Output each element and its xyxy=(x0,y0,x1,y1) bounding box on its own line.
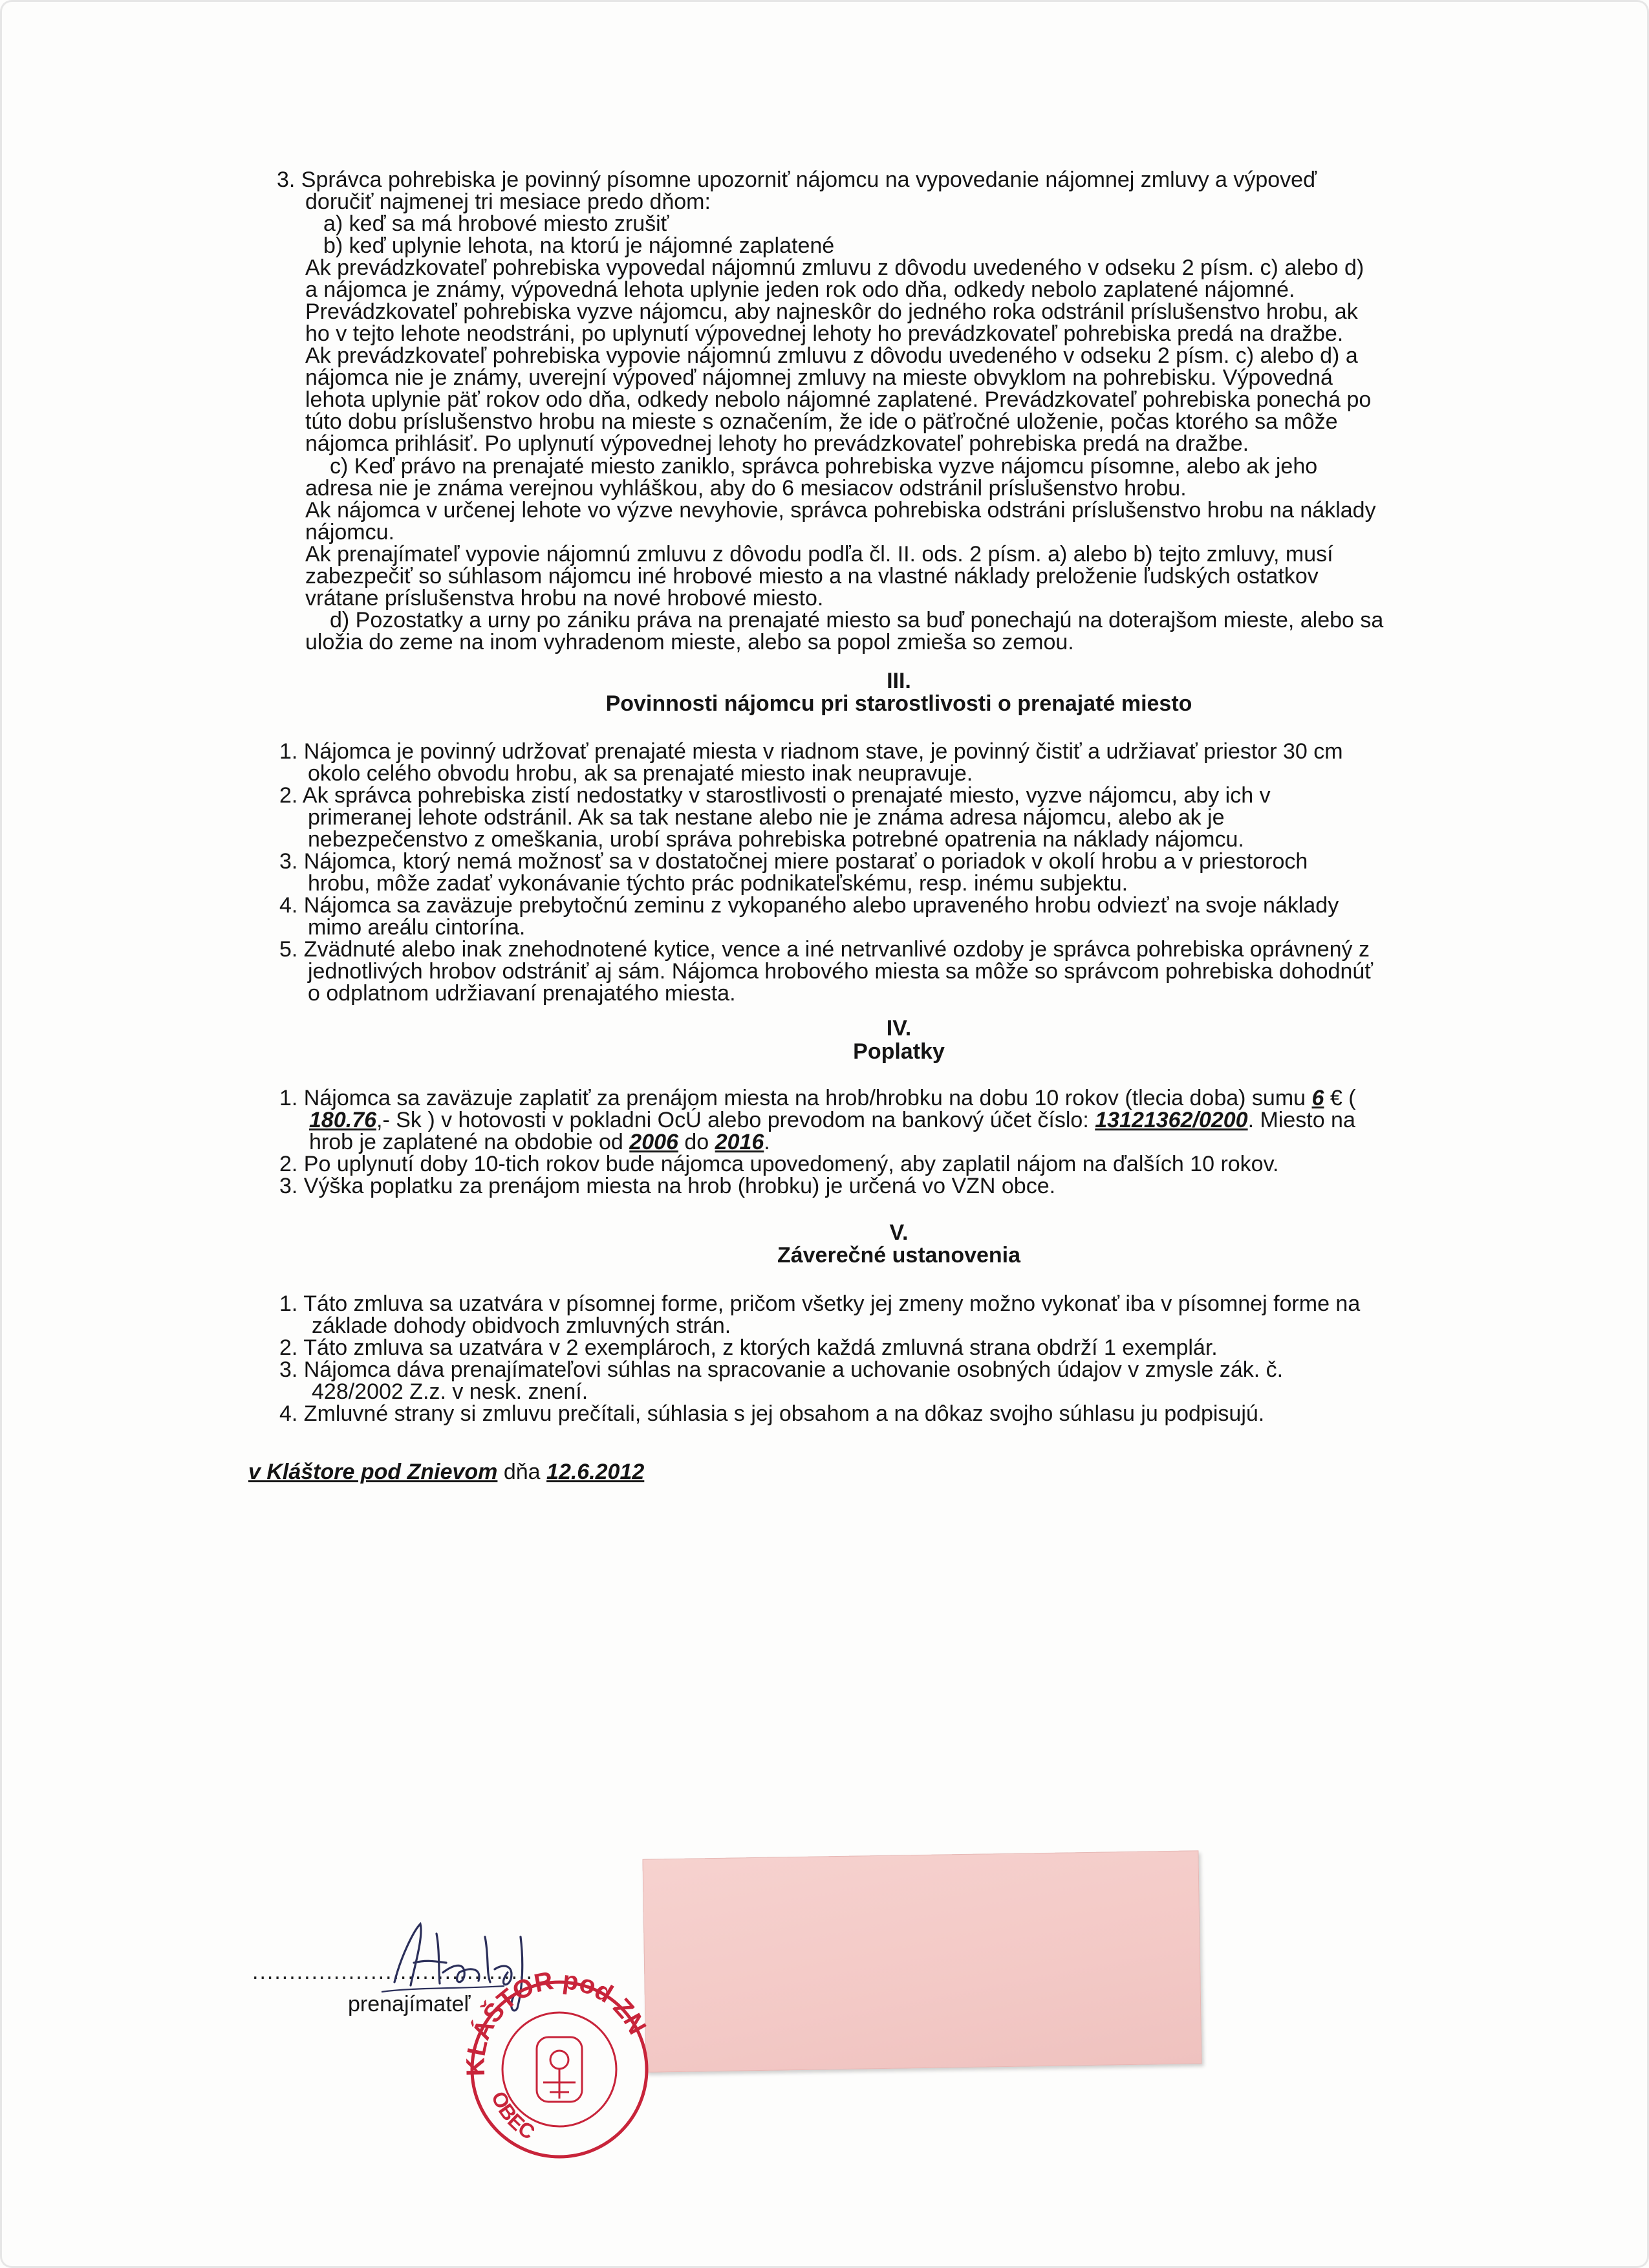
para-line: Ak prevádzkovateľ pohrebiska vypovedal nájomnú zmluvu z dôvodu uvedeného v odseku 2 písm. c) alebo d) xyxy=(305,255,1364,280)
signing-place: v Kláštore pod Znievom xyxy=(248,1460,498,1484)
section-5-title: Záverečné ustanovenia xyxy=(777,1243,1021,1268)
bank-account: 13121362/0200 xyxy=(1095,1108,1248,1132)
para-line: túto dobu príslušenstvo hrobu na mieste s označením, že ide o päťročné uloženie, počas ktorého sa môže xyxy=(305,409,1338,434)
para-line: b) keď uplynie lehota, na ktorú je nájomné zaplatené xyxy=(323,233,835,258)
list-item: 428/2002 Z.z. v nesk. znení. xyxy=(312,1379,588,1404)
fee-line-2 xyxy=(309,1110,1355,1132)
signing-date: 12.6.2012 xyxy=(546,1460,645,1484)
list-item: primeranej lehote odstránil. Ak sa tak nestane alebo nie je známa adresa nájomcu, alebo ak je xyxy=(308,805,1225,830)
section-4-number: IV. xyxy=(886,1016,912,1041)
redaction-overlay xyxy=(642,1850,1202,2072)
para-line: nájomca nie je známy, uverejní výpoveď nájomnej zmluvy na mieste obvyklom na pohrebisku. Výpovedná xyxy=(305,365,1333,390)
para-line: doručiť najmenej tri mesiace predo dňom: xyxy=(305,189,711,214)
para-line: uložia do zeme na inom vyhradenom mieste, alebo sa popol zmieša so zemou. xyxy=(305,630,1074,654)
role-label: prenajímateľ xyxy=(348,1992,471,2016)
list-item: 1. Táto zmluva sa uzatvára v písomnej forme, pričom všetky jej zmeny možno vykonať iba v písomnej forme na xyxy=(279,1291,1361,1316)
list-item: 2. Ak správca pohrebiska zistí nedostatky v starostlivosti o prenajaté miesto, vyzve nájomcu, aby ich v xyxy=(279,783,1271,808)
signing-dna: dňa xyxy=(497,1460,547,1484)
para-line: a) keď sa má hrobové miesto zrušiť xyxy=(323,211,669,236)
signature-line: ...................................... xyxy=(252,1960,534,1984)
fee-text: . Miesto na xyxy=(1247,1108,1355,1132)
list-item: 1. Nájomca je povinný udržovať prenajaté miesta v riadnom stave, je povinný čistiť a udržiavať priestor 30 cm xyxy=(279,739,1343,764)
stamp-emblem-icon xyxy=(537,2037,582,2102)
fee-text: ,- Sk ) v hotovosti v pokladni OcÚ alebo prevodom na bankový účet číslo: xyxy=(376,1108,1095,1132)
svg-text:KLÁŠTOR pod ZN xyxy=(462,1966,652,2077)
para-line: c) Keď právo na prenajaté miesto zaniklo, správca pohrebiska vyzve nájomcu písomne, alebo ak jeho xyxy=(330,454,1318,479)
para-line: nájomca prihlásiť. Po uplynutí výpovednej lehoty ho prevádzkovateľ pohrebiska predá na dražbe. xyxy=(305,431,1249,456)
para-line: adresa nie je známa verejnou vyhláškou, aby do 6 mesiacov odstránil príslušenstvo hrobu. xyxy=(305,476,1187,501)
section-3-title: Povinnosti nájomcu pri starostlivosti o prenajaté miesto xyxy=(605,691,1192,716)
municipal-stamp xyxy=(453,1953,666,2166)
list-item: hrobu, môže zadať vykonávanie týchto prác podnikateľskému, resp. inému subjektu. xyxy=(308,871,1128,896)
year-to: 2016 xyxy=(715,1130,764,1154)
para-line: lehota uplynie päť rokov odo dňa, odkedy nebolo nájomné zaplatené. Prevádzkovateľ pohrebiska ponechá po xyxy=(305,387,1372,412)
list-item: 4. Zmluvné strany si zmluvu prečítali, súhlasia s jej obsahom a na dôkaz svojho súhlasu ju podpisujú. xyxy=(279,1401,1265,1426)
para-line: nájomcu. xyxy=(305,520,394,545)
list-item: o odplatnom udržiavaní prenajatého miesta. xyxy=(308,981,736,1006)
section-3-number: III. xyxy=(887,669,911,693)
list-item: okolo celého obvodu hrobu, ak sa prenajaté miesto inak neupravuje. xyxy=(308,761,973,786)
list-item: 4. Nájomca sa zaväzuje prebytočnú zeminu z vykopaného alebo upraveného hrobu odviezť na svoje náklady xyxy=(279,893,1339,918)
para-line: ho v tejto lehote neodstráni, po uplynutí výpovednej lehoty ho prevádzkovateľ pohrebiska predá na dražbe. xyxy=(305,321,1344,346)
stamp-bottom-text: OBEC xyxy=(486,2088,539,2144)
fee-line-1 xyxy=(279,1088,1356,1110)
list-item: 5. Zvädnuté alebo inak znehodnotené kytice, vence a iné netrvanlivé ozdoby je správca pohrebiska oprávnený z xyxy=(279,937,1370,962)
para-line: d) Pozostatky a urny po zániku práva na prenajaté miesto sa buď ponechajú na doterajšom mieste, alebo sa xyxy=(330,608,1384,632)
para-line: Prevádzkovateľ pohrebiska vyzve nájomcu, aby najneskôr do jedného roka odstránil príslušenstvo hrobu, ak xyxy=(305,299,1358,324)
para-line: Ak prenajímateľ vypovie nájomnú zmluvu z dôvodu podľa čl. II. ods. 2 písm. a) alebo b) tejto zmluvy, musí xyxy=(305,542,1333,567)
fee-text: € ( xyxy=(1324,1086,1356,1110)
list-item: 3. Nájomca, ktorý nemá možnosť sa v dostatočnej miere postarať o poriadok v okolí hrobu a v priestoroch xyxy=(279,849,1308,874)
para-line: Ak nájomca v určenej lehote vo výzve nevyhovie, správca pohrebiska odstráni príslušenstvo hrobu na náklady xyxy=(305,498,1376,523)
stamp-top-text: KLÁŠTOR pod ZN xyxy=(461,1966,652,2077)
list-item: 2. Táto zmluva sa uzatvára v 2 exemplároch, z ktorých každá zmluvná strana obdrží 1 exemplár. xyxy=(279,1335,1218,1360)
svg-text:OBEC xyxy=(487,2088,539,2144)
fee-text: do xyxy=(678,1130,715,1154)
amount-eur: 6 xyxy=(1311,1086,1324,1110)
list-item: jednotlivých hrobov odstrániť aj sám. Nájomca hrobového miesta sa môže so správcom pohrebiska dohodnúť xyxy=(308,959,1374,984)
amount-sk: 180.76 xyxy=(309,1108,376,1132)
list-item: mimo areálu cintorína. xyxy=(308,915,526,940)
list-item: nebezpečenstvo z omeškania, urobí správa pohrebiska potrebné opatrenia na náklady nájomcu. xyxy=(308,827,1244,852)
fee-text: hrob je zaplatené na obdobie od xyxy=(309,1130,630,1154)
para-line: vrátane príslušenstva hrobu na nové hrobové miesto. xyxy=(305,586,824,610)
year-from: 2006 xyxy=(629,1130,678,1154)
list-item: základe dohody obidvoch zmluvných strán. xyxy=(312,1313,731,1338)
fee-line-3 xyxy=(309,1132,770,1154)
para-line: 3. Správca pohrebiska je povinný písomne upozorniť nájomcu na vypovedanie nájomnej zmluvy a výpoveď xyxy=(277,167,1317,192)
para-line: a nájomca je známy, výpovedná lehota uplynie jeden rok odo dňa, odkedy nebolo zaplatené nájomné. xyxy=(305,277,1295,302)
fee-text: . xyxy=(764,1130,770,1154)
section-4-title: Poplatky xyxy=(853,1039,945,1064)
para-line: Ak prevádzkovateľ pohrebiska vypovie nájomnú zmluvu z dôvodu uvedeného v odseku 2 písm. c) alebo d) a xyxy=(305,343,1358,368)
fee-text: 1. Nájomca sa zaväzuje zaplatiť za prenájom miesta na hrob/hrobku na dobu 10 rokov (tlecia doba) sumu xyxy=(279,1086,1312,1110)
list-item: 3. Výška poplatku za prenájom miesta na hrob (hrobku) je určená vo VZN obce. xyxy=(279,1174,1056,1198)
signing-place-date xyxy=(248,1462,644,1484)
list-item: 3. Nájomca dáva prenajímateľovi súhlas na spracovanie a uchovanie osobných údajov v zmysle zák. č. xyxy=(279,1357,1284,1382)
para-line: zabezpečiť so súhlasom nájomcu iné hrobové miesto a na vlastné náklady preloženie ľudských ostatkov xyxy=(305,564,1319,589)
section-5-number: V. xyxy=(889,1220,909,1245)
list-item: 2. Po uplynutí doby 10-tich rokov bude nájomca upovedomený, aby zaplatil nájom na ďalších 10 rokov. xyxy=(279,1152,1279,1176)
